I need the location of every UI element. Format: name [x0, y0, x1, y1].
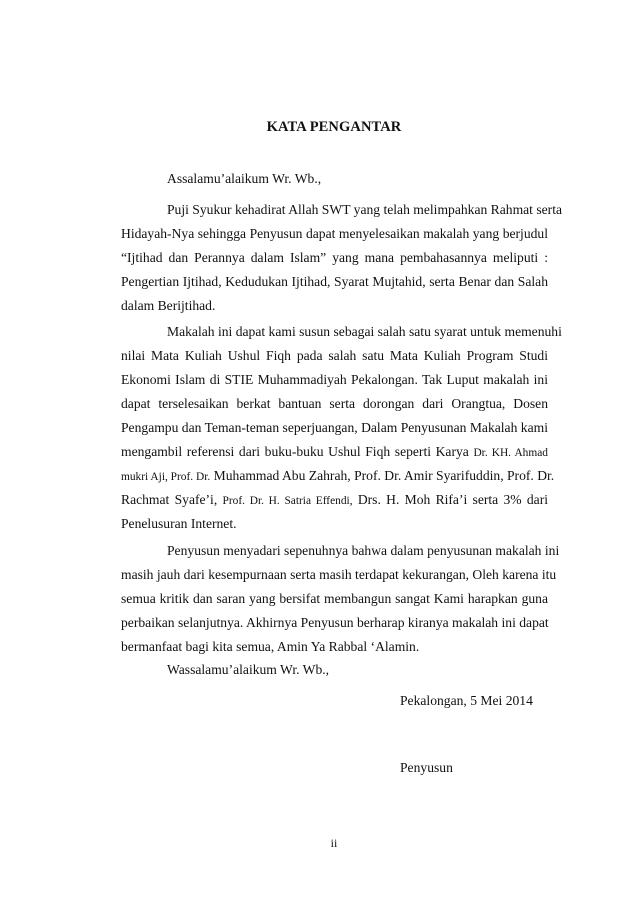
paragraph-1-line: Puji Syukur kehadirat Allah SWT yang telah melimpahkan Rahmat serta [167, 202, 563, 217]
paragraph-2-line: Pengampu dan Teman-teman seperjuangan, Dalam Penyusunan Makalah kami [121, 420, 548, 435]
paragraph-3-line: Penyusun menyadari sepenuhnya bahwa dalam penyusunan makalah ini [167, 543, 560, 558]
greeting: Assalamu’alaikum Wr. Wb., [167, 171, 322, 186]
page-title: KATA PENGANTAR [266, 119, 402, 135]
paragraph-2-line [121, 444, 548, 461]
page-number: ii [330, 836, 338, 850]
text-segment: Drs. H. Moh Rifa’i serta 3% dari [357, 492, 548, 507]
text-segment-small: Dr. KH. Ahmad [473, 447, 548, 459]
paragraph-1-line: “Ijtihad dan Perannya dalam Islam” yang mana pembahasannya meliputi : [121, 250, 548, 265]
text-segment-small: Prof. Dr. H. Satria Effendi, [222, 495, 353, 507]
paragraph-2-line [121, 492, 548, 509]
paragraph-2-line [121, 468, 555, 485]
paragraph-3-line: bermanfaat bagi kita semua, Amin Ya Rabbal ‘Alamin. [121, 639, 420, 654]
paragraph-2-line: Ekonomi Islam di STIE Muhammadiyah Pekalongan. Tak Luput makalah ini [121, 372, 548, 387]
paragraph-2-line: dapat terselesaikan berkat bantuan serta dorongan dari Orangtua, Dosen [121, 396, 548, 411]
text-segment: mengambil referensi dari buku-buku Ushul Fiqh seperti Karya [121, 444, 469, 459]
paragraph-3-line: semua kritik dan saran yang bersifat membangun sangat Kami harapkan guna [121, 591, 548, 606]
paragraph-1-line: Pengertian Ijtihad, Kedudukan Ijtihad, Syarat Mujtahid, serta Benar dan Salah [121, 274, 548, 289]
closing: Wassalamu’alaikum Wr. Wb., [167, 662, 330, 677]
text-segment: Rachmat Syafe’i, [121, 492, 218, 507]
paragraph-3-line: perbaikan selanjutnya. Akhirnya Penyusun berharap kiranya makalah ini dapat [121, 615, 549, 630]
signature: Penyusun [400, 760, 453, 775]
text-segment: Muhammad Abu Zahrah, Prof. Dr. Amir Syarifuddin, Prof. Dr. [213, 468, 555, 483]
paragraph-2-line: nilai Mata Kuliah Ushul Fiqh pada salah satu Mata Kuliah Program Studi [121, 348, 548, 363]
text-segment-small: mukri Aji, Prof. Dr. [121, 471, 211, 483]
paragraph-2-line: Penelusuran Internet. [121, 516, 237, 531]
place-date: Pekalongan, 5 Mei 2014 [400, 693, 533, 708]
paragraph-1-line: dalam Berijtihad. [121, 298, 216, 313]
paragraph-2-line: Makalah ini dapat kami susun sebagai salah satu syarat untuk memenuhi [167, 324, 562, 339]
paragraph-1-line: Hidayah-Nya sehingga Penyusun dapat menyelesaikan makalah yang berjudul [121, 226, 548, 241]
paragraph-3-line: masih jauh dari kesempurnaan serta masih terdapat kekurangan, Oleh karena itu [121, 567, 557, 582]
